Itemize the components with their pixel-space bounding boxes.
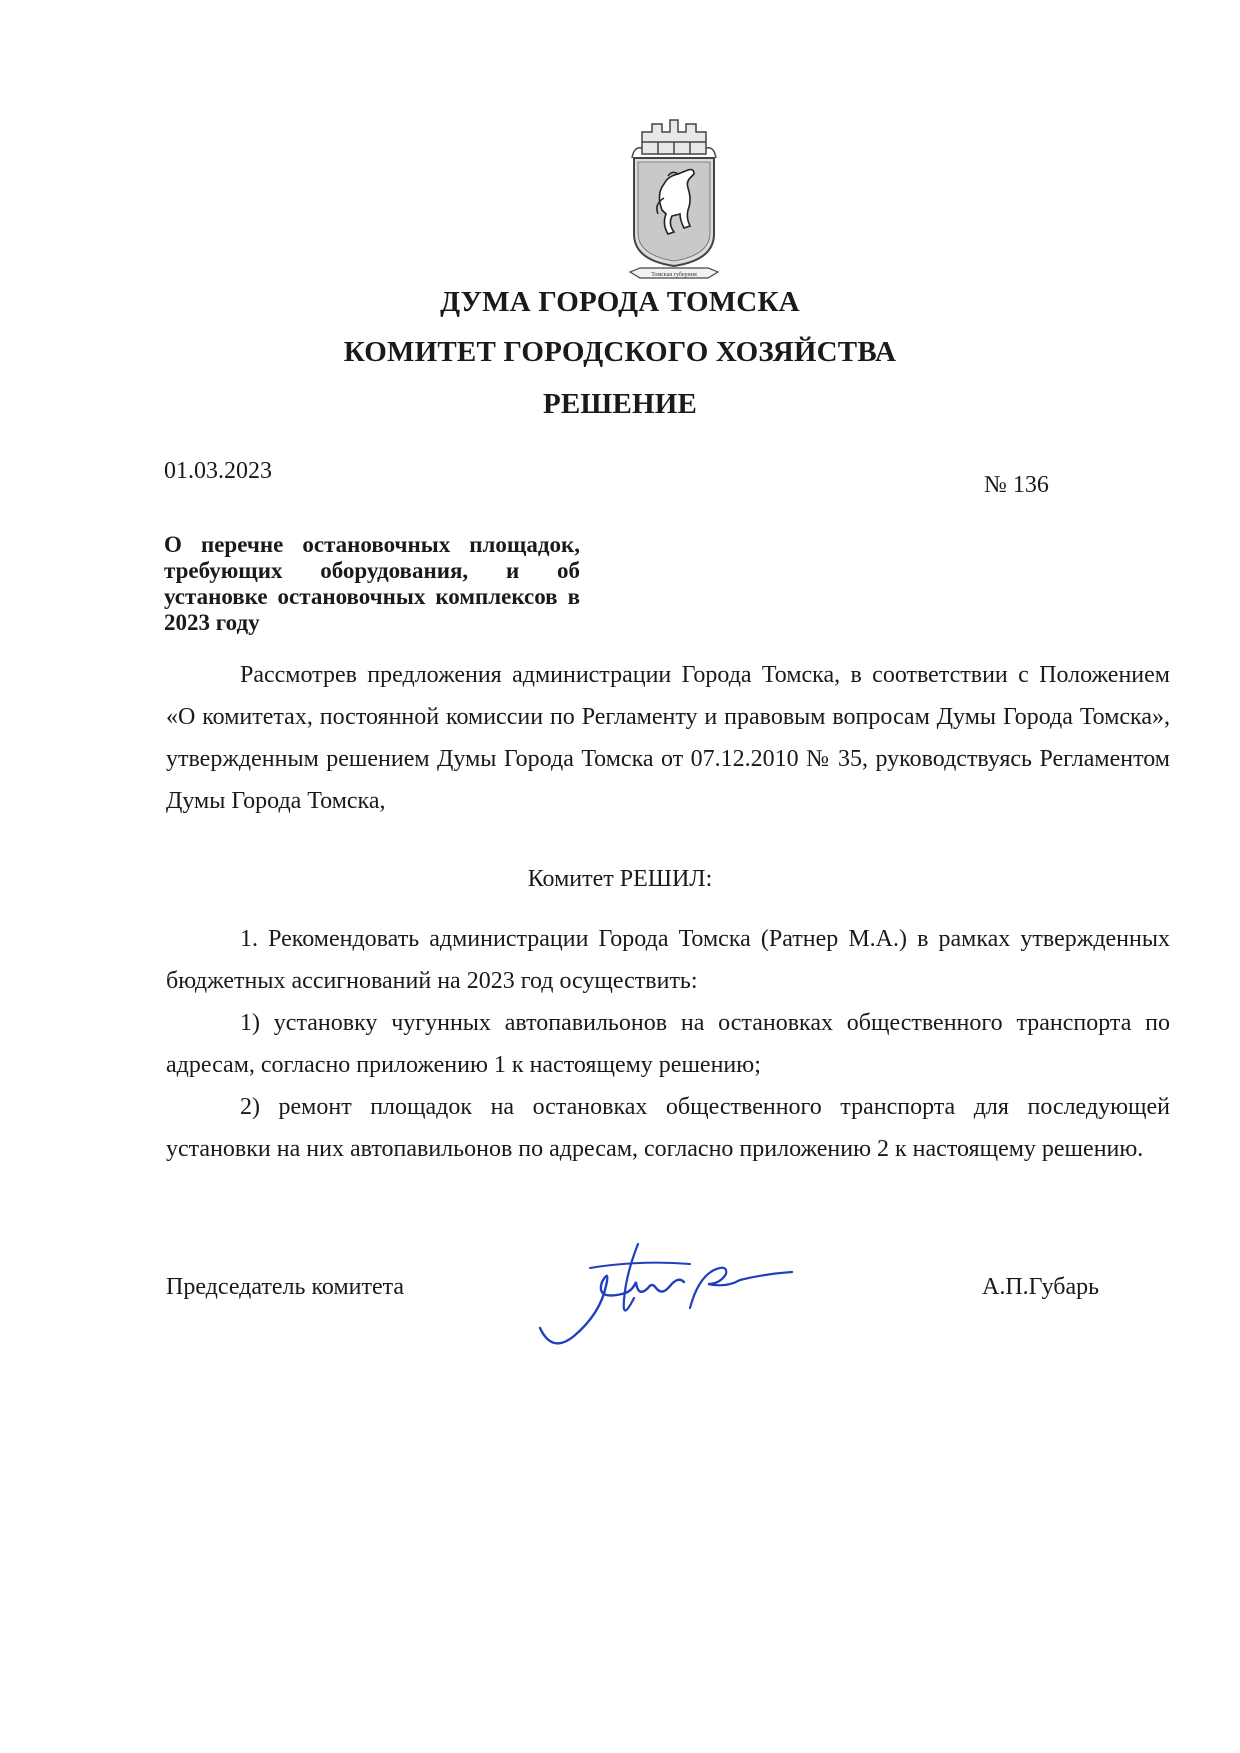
resolution-item: 1. Рекомендовать администрации Города Томска (Ратнер М.А.) в рамках утвержденных бюджетных ассигнований на 2023 год осуществить: xyxy=(166,926,1170,994)
page-title: ДУМА ГОРОДА ТОМСКА xyxy=(440,286,800,318)
resolution-item: 1) установку чугунных автопавильонов на остановках общественного транспорта по адресам, согласно приложению 1 к настоящему решению; xyxy=(166,1010,1170,1078)
tomsk-coat-of-arms-icon xyxy=(628,114,720,284)
signatory-name: А.П.Губарь xyxy=(982,1274,1100,1300)
signatory-title: Председатель комитета xyxy=(166,1274,405,1300)
preamble-paragraph: Рассмотрев предложения администрации Города Томска, в соответствии с Положением «О комитетах, постоянной комиссии по Регламенту и правовым вопросам Думы Города Томска», утвержденным решением Думы Города Томска от 07.12.2010 № 35, руководствуясь Регламентом Думы Города Томска, xyxy=(166,662,1170,814)
resolution-items xyxy=(166,918,1170,1170)
document-number: № 136 xyxy=(984,472,1049,498)
emblem-ribbon-text: Томская губерния xyxy=(651,272,697,278)
document-subject: О перечне остановочных площадок, требующих оборудования, и об установке остановочных комплексов в 2023 году xyxy=(164,532,580,635)
committee-title: КОМИТЕТ ГОРОДСКОГО ХОЗЯЙСТВА xyxy=(343,336,897,368)
document-date: 01.03.2023 xyxy=(164,458,272,484)
resolution-heading: Комитет РЕШИЛ: xyxy=(527,866,713,892)
document-type: РЕШЕНИЕ xyxy=(542,388,698,420)
preamble-block xyxy=(166,654,1170,822)
handwritten-signature-icon xyxy=(530,1238,800,1358)
resolution-item: 2) ремонт площадок на остановках общественного транспорта для последующей установки на них автопавильонов по адресам, согласно приложению 2 к настоящему решению. xyxy=(166,1094,1170,1162)
